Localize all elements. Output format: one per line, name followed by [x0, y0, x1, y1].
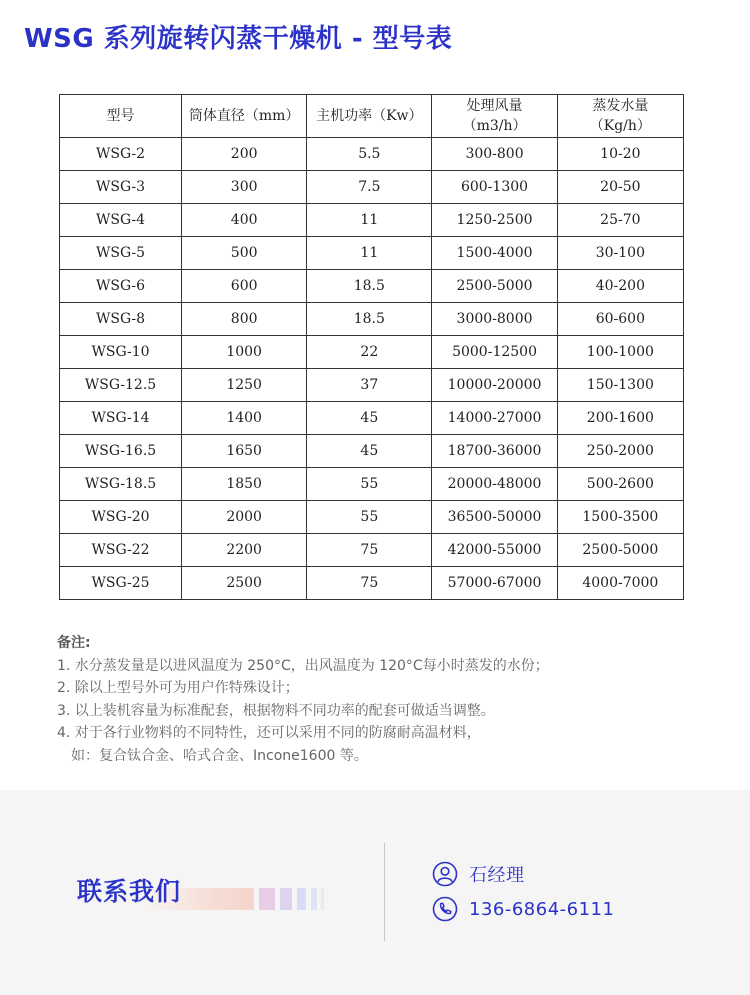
notes-section [57, 632, 549, 767]
table-row [60, 402, 684, 435]
table-cell: 1850 [182, 468, 307, 501]
phone-icon [432, 896, 458, 922]
table-cell: 1500-3500 [557, 501, 683, 534]
table-cell: 10000-20000 [432, 369, 557, 402]
note-line: 2. 除以上型号外可为用户作特殊设计； [57, 680, 299, 696]
table-cell: 2500 [182, 567, 307, 600]
table-cell: WSG-6 [60, 270, 182, 303]
table-cell: 600 [182, 270, 307, 303]
table-cell: 18.5 [307, 303, 432, 336]
table-cell: 30-100 [557, 237, 683, 270]
table-cell: WSG-4 [60, 204, 182, 237]
table-cell: 1250 [182, 369, 307, 402]
table-row [60, 204, 684, 237]
table-cell: WSG-20 [60, 501, 182, 534]
contact-phone[interactable]: 136-6864-6111 [469, 898, 615, 920]
table-cell: WSG-22 [60, 534, 182, 567]
table-cell: 2500-5000 [432, 270, 557, 303]
table-cell: 300 [182, 171, 307, 204]
table-cell: 1400 [182, 402, 307, 435]
table-cell: 2500-5000 [557, 534, 683, 567]
table-row [60, 237, 684, 270]
table-cell: 14000-27000 [432, 402, 557, 435]
table-header-row [60, 95, 684, 138]
table-cell: 400 [182, 204, 307, 237]
table-row [60, 303, 684, 336]
table-cell: 20-50 [557, 171, 683, 204]
table-cell: 500-2600 [557, 468, 683, 501]
notes-heading: 备注: [57, 635, 91, 651]
table-cell: 75 [307, 567, 432, 600]
table-cell: 1650 [182, 435, 307, 468]
user-icon [432, 861, 458, 887]
table-cell: 1000 [182, 336, 307, 369]
table-row [60, 468, 684, 501]
page-title: WSG 系列旋转闪蒸干燥机 - 型号表 [24, 24, 453, 54]
table-cell: 250-2000 [557, 435, 683, 468]
table-cell: 45 [307, 435, 432, 468]
header-diameter: 筒体直径（mm） [182, 95, 307, 138]
table-cell: 150-1300 [557, 369, 683, 402]
table-cell: 300-800 [432, 138, 557, 171]
table-cell: 500 [182, 237, 307, 270]
table-row [60, 369, 684, 402]
table-row [60, 567, 684, 600]
note-line: 3. 以上装机容量为标准配套，根据物料不同功率的配套可做适当调整。 [57, 702, 495, 719]
table-cell: 55 [307, 468, 432, 501]
header-power: 主机功率（Kw） [307, 95, 432, 138]
table-cell: 36500-50000 [432, 501, 557, 534]
contact-name-row [432, 861, 525, 887]
table-cell: 18.5 [307, 270, 432, 303]
table-row [60, 336, 684, 369]
table-cell: WSG-25 [60, 567, 182, 600]
table-row [60, 534, 684, 567]
table-cell: 10-20 [557, 138, 683, 171]
vertical-divider [384, 843, 385, 941]
note-line: 4. 对于各行业物料的不同特性，还可以采用不同的防腐耐高温材料， [57, 725, 481, 741]
table-row [60, 138, 684, 171]
model-spec-table [59, 94, 684, 600]
table-cell: 37 [307, 369, 432, 402]
table-cell: 40-200 [557, 270, 683, 303]
table-cell: 18700-36000 [432, 435, 557, 468]
table-cell: 800 [182, 303, 307, 336]
table-cell: 75 [307, 534, 432, 567]
table-cell: WSG-16.5 [60, 435, 182, 468]
table-cell: 11 [307, 237, 432, 270]
table-cell: 4000-7000 [557, 567, 683, 600]
contact-name: 石经理 [469, 865, 525, 886]
table-row [60, 435, 684, 468]
table-cell: 45 [307, 402, 432, 435]
table-cell: 5.5 [307, 138, 432, 171]
header-air-volume: 处理风量 （m3/h） [432, 95, 557, 138]
table-cell: 200-1600 [557, 402, 683, 435]
table-cell: 60-600 [557, 303, 683, 336]
table-cell: 2000 [182, 501, 307, 534]
table-cell: WSG-8 [60, 303, 182, 336]
table-cell: 1500-4000 [432, 237, 557, 270]
table-row [60, 171, 684, 204]
table-cell: WSG-10 [60, 336, 182, 369]
table-cell: WSG-14 [60, 402, 182, 435]
table-cell: 7.5 [307, 171, 432, 204]
table-cell: WSG-3 [60, 171, 182, 204]
table-row [60, 501, 684, 534]
header-evaporation: 蒸发水量 （Kg/h） [557, 95, 683, 138]
note-line: 1. 水分蒸发量是以进风温度为 250°C，出风温度为 120°C每小时蒸发的水份； [57, 657, 549, 674]
header-model: 型号 [60, 95, 182, 138]
contact-title: 联系我们 [77, 877, 182, 906]
table-cell: 25-70 [557, 204, 683, 237]
table-cell: 200 [182, 138, 307, 171]
note-line: 如：复合钛合金、哈式合金、Incone1600 等。 [71, 747, 368, 764]
table-cell: 1250-2500 [432, 204, 557, 237]
table-cell: 55 [307, 501, 432, 534]
table-cell: 20000-48000 [432, 468, 557, 501]
table-cell: 5000-12500 [432, 336, 557, 369]
table-cell: 42000-55000 [432, 534, 557, 567]
table-row [60, 270, 684, 303]
table-cell: WSG-18.5 [60, 468, 182, 501]
table-cell: WSG-2 [60, 138, 182, 171]
table-cell: 11 [307, 204, 432, 237]
table-cell: WSG-12.5 [60, 369, 182, 402]
table-cell: 57000-67000 [432, 567, 557, 600]
table-cell: 100-1000 [557, 336, 683, 369]
table-cell: 3000-8000 [432, 303, 557, 336]
table-cell: 22 [307, 336, 432, 369]
contact-phone-row [432, 896, 614, 922]
table-cell: 600-1300 [432, 171, 557, 204]
table-cell: 2200 [182, 534, 307, 567]
table-cell: WSG-5 [60, 237, 182, 270]
